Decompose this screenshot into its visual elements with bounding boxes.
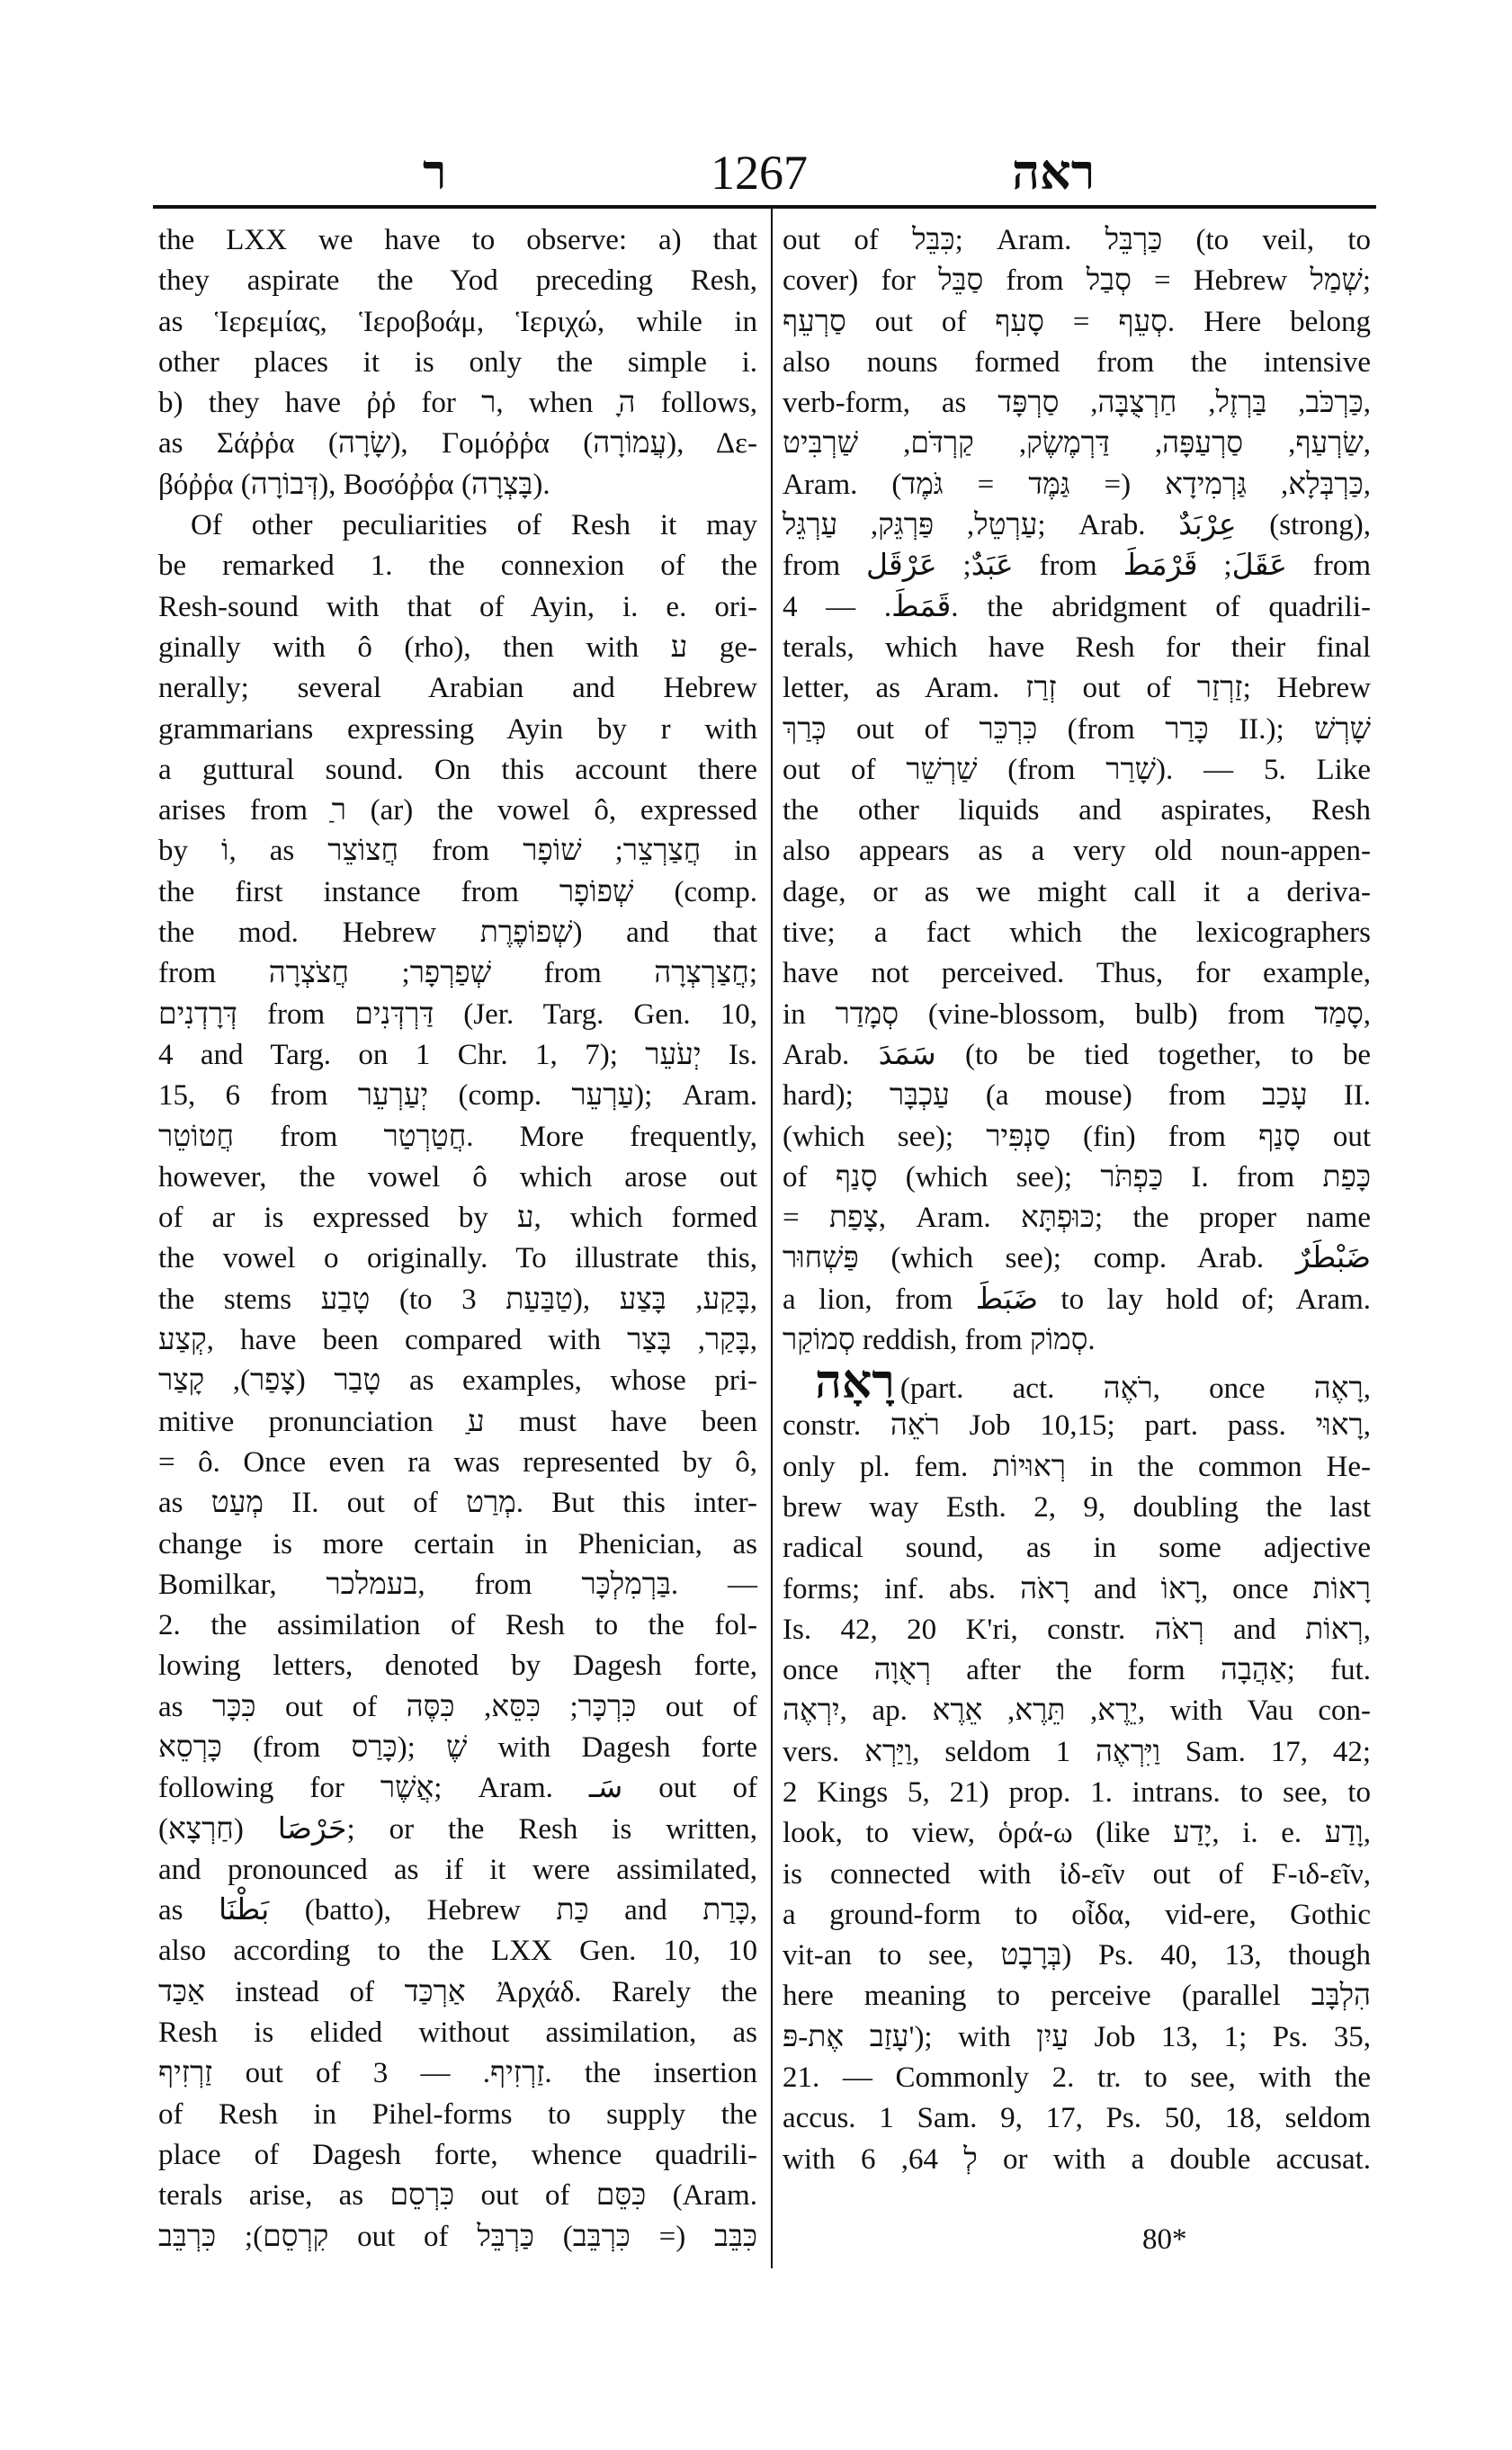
text-line: and pronounced as if it were assimilated, <box>158 1853 757 1886</box>
text-line: terals, which have Resh for their final <box>783 630 1371 664</box>
text-line: 4 and Targ. on 1 Chr. 1, 7); יְעֹעֵר Is. <box>158 1038 757 1071</box>
text-line: change is more certain in Phenician, as <box>158 1527 757 1560</box>
header-rule <box>153 205 1376 209</box>
text-line: כְּרַךְ out of כִּרְכֵּר (from כָּרַר II.); שָׁרְשׁ <box>783 712 1372 746</box>
text-line: 2 Kings 5, 21) prop. 1. intrans. to see, to <box>783 1775 1371 1809</box>
text-line: grammarians expressing Ayin by r with <box>158 712 757 746</box>
text-line: however, the vowel ô which arose out <box>158 1160 757 1194</box>
text-line: עַרְטֵל, פַּרְגֵּק, עַרְגֵּל; Arab. عِرْبَدٌ (strong), <box>783 509 1371 542</box>
text-line: hard); עַכְבָּר (a mouse) from עָכַב II. <box>783 1079 1371 1113</box>
text-line: arises from ַר (ar) the vowel ô, expressed <box>158 794 757 827</box>
text-line: Resh is elided without assimilation, as <box>158 2016 757 2050</box>
right-column <box>783 220 1371 2180</box>
text-line: of סָנַף (which see); כַּפְתֹּר I. from כָּפַת <box>783 1160 1371 1194</box>
text-line: they aspirate the Yod preceding Resh, <box>158 264 757 298</box>
text-line: have not perceived. Thus, for example, <box>783 957 1371 990</box>
text-line: out of שַׁרְשֵׁר (from שָׁרַר). — 5. Like <box>783 753 1371 786</box>
text-line: a lion, from ضَبَطَ to lay hold of; Aram. <box>783 1283 1371 1316</box>
text-line: חֲטוֹטֵר from חֲטַרְטַר. More frequently, <box>158 1120 757 1153</box>
text-line: סַרְעֵף out of סְעֵף = סָעִף. Here belong <box>783 305 1371 338</box>
text-line: from عَبَدٌ; عَرْقَل from عَقَلَ; قَرْمَطَ from <box>783 550 1371 583</box>
text-line: a ground-form to οἶδα, vid-ere, Gothic <box>783 1898 1371 1931</box>
text-line: 21. — Commonly 2. tr. to see, with the <box>783 2061 1371 2095</box>
text-line: = צָפַת, Aram. כּוּפְתָּא; the proper name <box>783 1202 1371 1235</box>
text-line: b) they have ῤῥ for ר, when ָה follows, <box>158 387 758 420</box>
text-line: as מְעַט II. out of מְרַט. But this inter- <box>158 1487 757 1520</box>
text-line: constr. רֹאֵה Job 10,15; part. pass. רָאוּי, <box>783 1409 1371 1443</box>
text-line: טָבַר (צָפַר), קָצַר as examples, whose pri- <box>158 1364 757 1398</box>
text-line: brew way Esth. 2, 9, doubling the last <box>783 1490 1371 1524</box>
guide-word: ראה <box>1012 146 1096 200</box>
text-line: פַּשְׁחוּר (which see); comp. Arab. ضَبْطَرٌ <box>783 1242 1371 1275</box>
text-line: βόῤῥα (דְּבוֹרָה), Βοσόῤῥα (בָּצְרָה). <box>158 468 550 501</box>
text-line: as כִּכָּר out of כִּרְכָּר; כִּסֵּא, כִּסֶּה out of <box>158 1690 757 1723</box>
text-line: = ô. Once even ra was represented by ô, <box>158 1445 757 1479</box>
text-line: also nouns formed from the intensive <box>783 345 1371 379</box>
text-line: verb-form, as כַּרְכֹּב, בַּרְזֶל, חַרְצֻבָּה, סַרְפָּד, <box>783 387 1371 420</box>
text-line: שַׂרְעַף, סַרְעַפָּה, דַּרְמֶשֶׂק, קַרְדֹּם, שַׁרְבִּיט, <box>783 427 1371 460</box>
text-line: כָּרְסֵא (from כָּרַס); שֶׁ with Dagesh forte <box>158 1730 758 1764</box>
text-line: cover) for סַבֵּל from סְבַל = Hebrew שְׁמַל; <box>783 264 1371 298</box>
text-line: the other liquids and aspirates, Resh <box>783 794 1371 827</box>
text-line: tive; a fact which the lexicographers <box>783 917 1371 950</box>
text-line: حَرْصَا (חַרְצָא); or the Resh is written, <box>158 1812 757 1846</box>
text-line: mitive pronunciation ַע must have been <box>158 1405 757 1438</box>
text-line: סְמוֹקַר reddish, from סְמוֹק. <box>783 1324 1096 1357</box>
text-line: (which see); סַנְפִּיר (fin) from סָנַף out <box>783 1120 1371 1153</box>
text-line: קְצַע, have been compared with בָּקַר, בָּצַר, <box>158 1324 757 1357</box>
text-line: forms; inf. abs. רָאֹה and רָאוֹ, once רָאוֹת <box>783 1572 1371 1605</box>
text-line: once רְאֻוָה after the form אַהֲבָה; fut. <box>783 1654 1371 1687</box>
text-line: זַרְזִיף out of זַרְזִיף. — 3. the insertion <box>158 2057 757 2090</box>
text-line: accus. 1 Sam. 9, 17, Ps. 50, 18, seldom <box>783 2102 1371 2135</box>
text-line: here meaning to perceive (parallel הִלְבָּב <box>783 1980 1371 2013</box>
text-line: vit-an to see, בְּרָבָט) Ps. 40, 13, though <box>783 1939 1372 1972</box>
entry-first-line <box>783 1357 1371 1409</box>
text-line: lowing letters, denoted by Dagesh forte, <box>158 1650 757 1683</box>
text-line: nerally; several Arabian and Hebrew <box>158 672 757 705</box>
text-line: the stems טָבַע (to טַבַּעַת 3), בָּקַע, בָּצַע, <box>158 1283 758 1316</box>
entry-headword: רָאָה <box>815 1357 895 1409</box>
text-line: as Ἱερεμίας, Ἱεροβοάμ, Ἱεριχώ, while in <box>158 305 757 338</box>
text-line: of ar is expressed by ע, which formed <box>158 1202 757 1235</box>
text-line: radical sound, as in some adjective <box>783 1532 1371 1565</box>
text-line: also according to the LXX Gen. 10, 10 <box>158 1935 757 1968</box>
text-line: be remarked 1. the connexion of the <box>158 550 757 583</box>
text-line: 15, 6 from יְעַרְעֵר (comp. עַרְעֵר); Aram. <box>158 1079 757 1113</box>
text-line: Resh-sound with that of Ayin, i. e. ori- <box>158 590 757 623</box>
text-line: by וֹ, as חֲצוֹצֵר from חֲצַרְצֵר; שׁוֹפָר in <box>158 835 757 868</box>
text-line: עָזַב אֶת-פּ'); with עַיִן Job 13, 1; Ps. 35, <box>783 2020 1371 2053</box>
left-column <box>158 220 757 2258</box>
text-line: as Σάῤῥα (שָׂרָה), Γομόῤῥα (עֲמוֹרָה), Δε- <box>158 427 757 460</box>
text-line: Arab. سَمَدَ (to be tied together, to be <box>783 1038 1372 1071</box>
text-line: Is. 42, 20 K'ri, constr. רְאֹה and רְאוֹת, <box>783 1613 1371 1646</box>
text-line: יִרְאֶה, ap. יֵרֶא, תֵּרֶא, אֵרֶא, with Vau con- <box>783 1694 1372 1728</box>
text-line: dage, or as we might call it a deriva- <box>783 875 1371 908</box>
text-line: is connected with ἰδ-εῖν out of Ϝ-ιδ-εῖν, <box>783 1857 1371 1891</box>
text-line: Of other peculiarities of Resh it may <box>191 509 757 542</box>
header-letter: ר <box>423 146 447 200</box>
text-line: 2. the assimilation of Resh to the fol- <box>158 1609 757 1642</box>
text-line: vers. וַיַּרְא, seldom וַיִּרְאֶה 1 Sam. 17, 42; <box>783 1735 1371 1768</box>
text-line: following for אֲשֶׁר; Aram. سَـ out of <box>158 1772 757 1805</box>
text-line: the first instance from שְׁפוֹפָר (comp. <box>158 875 757 908</box>
text-line: Aram. כַּרְבְּלָא, גַּרְמִידָא (= גַּמֶּד = גֹּמֶד), <box>783 468 1372 501</box>
text-line: look, to view, ὁρά-ω (like יָדַע, i. e. וָדַע, <box>783 1817 1371 1850</box>
text-line: only pl. fem. רְאוּיוֹת in the common He- <box>783 1450 1371 1483</box>
text-line: the vowel o originally. To illustrate this, <box>158 1242 757 1275</box>
text-line: the LXX we have to observe: a) that <box>158 224 757 256</box>
text-line: אַכַּד instead of אַרְכַּד Ἀρχάδ. Rarely the <box>158 1975 758 2008</box>
text-line: a guttural sound. On this account there <box>158 753 757 786</box>
signature-mark: 80* <box>1142 2223 1187 2256</box>
text-line: דְּרָדְנִים from דַּרְדְּנִים (Jer. Targ. Gen. 10, <box>158 997 757 1031</box>
text-line: as بَطْنَا (batto), Hebrew כַּת and כָּרַת, <box>158 1894 757 1927</box>
text-line: of Resh in Pihel-forms to supply the <box>158 2097 757 2131</box>
text-line: Bomilkar, בעמלכר, from בַּרְמִלְכָּר. — <box>158 1568 757 1601</box>
text-line: other places it is only the simple i. <box>158 345 757 379</box>
text-line: also appears as a very old noun-appen- <box>783 835 1371 868</box>
text-line: place of Dagesh forte, whence quadrili- <box>158 2138 757 2171</box>
column-divider <box>771 209 773 2268</box>
page-number: 1267 <box>711 146 808 200</box>
text-line: in סְמָדַר (vine-blossom, bulb) from סָמַד, <box>783 997 1372 1031</box>
text-line: ginally with ô (rho), then with ע ge- <box>158 630 758 664</box>
text-line: with לְ 64, 6 or with a double accusat. <box>783 2142 1372 2176</box>
text-line: from שְׁפַרְפָר; חֲצֹצְרָה from חֲצַרְצְרָה; <box>158 957 757 990</box>
text-line: letter, as Aram. זְרַז out of זַרְזַר; Hebrew <box>783 672 1371 705</box>
text-line: قَمَطَ. — 4. the abridgment of quadrili- <box>783 590 1371 623</box>
text-line: קִרְסֵם); כִּרְבֵּב out of כִּבֵּב (= כִּרְבֵּב) כַּרְבֵּל <box>158 2220 757 2253</box>
text-line: terals arise, as כִּרְסֵם out of כִּסֵּם (Aram. <box>158 2179 757 2213</box>
text-line: out of כִּבֵּל; Aram. כַּרְבֵּל (to veil, to <box>783 224 1371 256</box>
entry-grammar: (part. act. רֹאֶה, once רָאֶה, <box>899 1373 1371 1406</box>
text-line: the mod. Hebrew שְׁפוֹפֶרֶת) and that <box>158 917 758 950</box>
